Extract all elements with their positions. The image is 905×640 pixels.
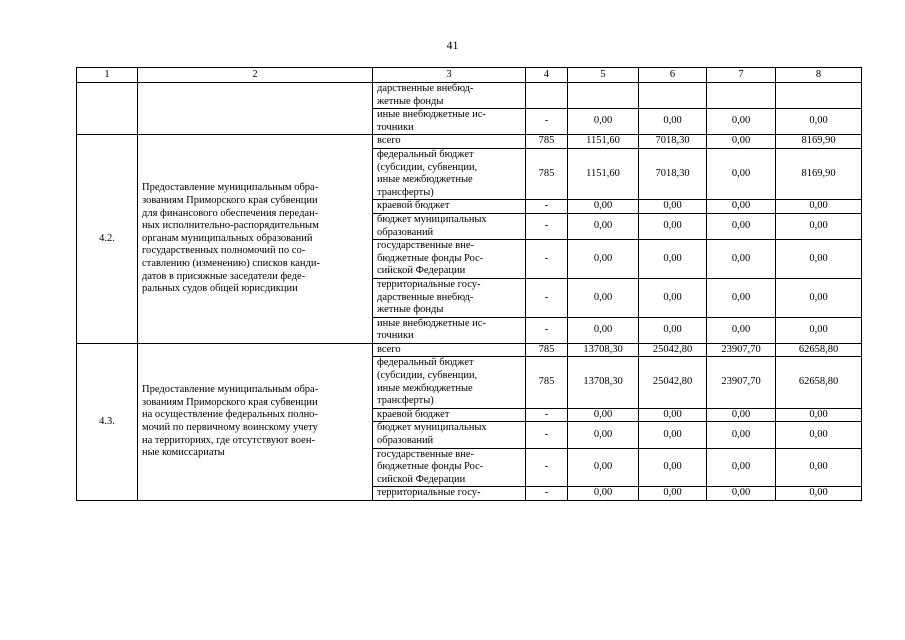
column-header-1: 1 bbox=[77, 68, 138, 83]
value-cell-col5: 0,00 bbox=[568, 240, 639, 279]
value-cell-col7 bbox=[707, 83, 776, 109]
value-cell-col5: 0,00 bbox=[568, 109, 639, 135]
value-cell-col6: 7018,30 bbox=[639, 148, 707, 199]
value-cell-col7: 23907,70 bbox=[707, 343, 776, 357]
value-cell-col4: 785 bbox=[526, 135, 568, 149]
value-cell-col6: 0,00 bbox=[639, 422, 707, 448]
value-cell-col5: 0,00 bbox=[568, 448, 639, 487]
funding-source-text: (субсидии, субвенции, bbox=[377, 161, 478, 173]
funding-source-cell bbox=[373, 135, 526, 149]
value-cell-col5: 13708,30 bbox=[568, 343, 639, 357]
description-text: на осуществление федеральных полно- bbox=[142, 409, 318, 421]
value-cell-col4: - bbox=[526, 408, 568, 422]
funding-source-text: федеральный бюджет bbox=[377, 148, 474, 160]
value-cell-col7: 0,00 bbox=[707, 317, 776, 343]
funding-source-text: бюджетные фонды Рос- bbox=[377, 461, 484, 473]
funding-source-cell bbox=[373, 487, 526, 501]
value-cell-col8: 0,00 bbox=[776, 408, 862, 422]
funding-source-text: (субсидии, субвенции, bbox=[377, 370, 478, 382]
value-cell-col8: 0,00 bbox=[776, 422, 862, 448]
funding-source-text: всего bbox=[377, 343, 401, 355]
funding-source-text: трансферты) bbox=[377, 186, 434, 198]
description-text: ных исполнительно-распорядительным bbox=[142, 220, 319, 232]
value-cell-col4: 785 bbox=[526, 357, 568, 408]
funding-source-text: жетные фонды bbox=[377, 304, 444, 316]
value-cell-col7: 0,00 bbox=[707, 148, 776, 199]
description-text: государственных полномочий по со- bbox=[142, 245, 306, 257]
budget-table bbox=[76, 67, 862, 501]
value-cell-col7: 0,00 bbox=[707, 135, 776, 149]
funding-source-text: краевой бюджет bbox=[377, 200, 450, 212]
description-cell bbox=[138, 83, 373, 135]
funding-source-text: территориальные госу- bbox=[377, 278, 481, 290]
column-header-2: 2 bbox=[138, 68, 373, 83]
funding-source-text: федеральный бюджет bbox=[377, 357, 474, 369]
value-cell-col4: - bbox=[526, 317, 568, 343]
value-cell-col4: - bbox=[526, 422, 568, 448]
value-cell-col6: 0,00 bbox=[639, 317, 707, 343]
funding-source-text: сийской Федерации bbox=[377, 265, 466, 277]
funding-source-cell bbox=[373, 240, 526, 279]
funding-source-text: сийской Федерации bbox=[377, 473, 466, 485]
description-text: зованиям Приморского края субвенции bbox=[142, 396, 318, 408]
funding-source-text: государственные вне- bbox=[377, 448, 475, 460]
code-cell bbox=[77, 83, 138, 135]
value-cell-col7: 0,00 bbox=[707, 200, 776, 214]
funding-source-cell bbox=[373, 200, 526, 214]
value-cell-col5: 0,00 bbox=[568, 200, 639, 214]
description-text: ставлению (изменению) списков канди- bbox=[142, 258, 321, 270]
funding-source-cell bbox=[373, 148, 526, 199]
description-text: мочий по первичному воинскому учету bbox=[142, 421, 318, 433]
funding-source-text: образований bbox=[377, 435, 434, 447]
funding-source-cell bbox=[373, 83, 526, 109]
funding-source-cell bbox=[373, 109, 526, 135]
description-text: Предоставление муниципальным обра- bbox=[142, 182, 319, 194]
value-cell-col5: 0,00 bbox=[568, 408, 639, 422]
value-cell-col8: 62658,80 bbox=[776, 343, 862, 357]
funding-source-text: иные межбюджетные bbox=[377, 174, 473, 186]
value-cell-col6: 0,00 bbox=[639, 213, 707, 239]
value-cell-col4: - bbox=[526, 487, 568, 501]
section-description bbox=[138, 135, 373, 344]
section-description bbox=[138, 343, 373, 500]
value-cell-col4: - bbox=[526, 240, 568, 279]
value-cell-col6: 25042,80 bbox=[639, 343, 707, 357]
value-cell-col4: - bbox=[526, 109, 568, 135]
value-cell-col8: 0,00 bbox=[776, 317, 862, 343]
funding-source-text: жетные фонды bbox=[377, 95, 444, 107]
funding-source-text: бюджет муниципальных bbox=[377, 422, 487, 434]
column-header-6: 6 bbox=[639, 68, 707, 83]
funding-source-cell bbox=[373, 317, 526, 343]
value-cell-col8: 8169,90 bbox=[776, 148, 862, 199]
value-cell-col5 bbox=[568, 83, 639, 109]
funding-source-text: дарственные внебюд- bbox=[377, 83, 474, 94]
value-cell-col4: 785 bbox=[526, 343, 568, 357]
value-cell-col8: 0,00 bbox=[776, 200, 862, 214]
column-header-4: 4 bbox=[526, 68, 568, 83]
page-number: 41 bbox=[446, 38, 459, 52]
funding-source-cell bbox=[373, 213, 526, 239]
value-cell-col5: 0,00 bbox=[568, 213, 639, 239]
description-text: на территориях, где отсутствуют воен- bbox=[142, 434, 315, 446]
section-code: 4.2. bbox=[77, 135, 138, 344]
value-cell-col6: 0,00 bbox=[639, 200, 707, 214]
value-cell-col7: 23907,70 bbox=[707, 357, 776, 408]
table-row bbox=[77, 343, 862, 357]
value-cell-col6: 25042,80 bbox=[639, 357, 707, 408]
table-body bbox=[77, 83, 862, 501]
value-cell-col7: 0,00 bbox=[707, 408, 776, 422]
description-text: ные комиссариаты bbox=[142, 447, 225, 459]
value-cell-col8: 0,00 bbox=[776, 240, 862, 279]
value-cell-col4: - bbox=[526, 213, 568, 239]
value-cell-col5: 0,00 bbox=[568, 487, 639, 501]
value-cell-col4: 785 bbox=[526, 148, 568, 199]
value-cell-col7: 0,00 bbox=[707, 448, 776, 487]
value-cell-col6: 0,00 bbox=[639, 487, 707, 501]
column-header-8: 8 bbox=[776, 68, 862, 83]
description-text: ральных судов общей юрисдикции bbox=[142, 283, 298, 295]
table-row bbox=[77, 83, 862, 109]
funding-source-cell bbox=[373, 278, 526, 317]
value-cell-col5: 1151,60 bbox=[568, 148, 639, 199]
value-cell-col7: 0,00 bbox=[707, 278, 776, 317]
value-cell-col8: 0,00 bbox=[776, 213, 862, 239]
header-row bbox=[77, 68, 862, 83]
description-text: Предоставление муниципальным обра- bbox=[142, 384, 319, 396]
value-cell-col6: 0,00 bbox=[639, 240, 707, 279]
value-cell-col8: 0,00 bbox=[776, 487, 862, 501]
value-cell-col6: 0,00 bbox=[639, 109, 707, 135]
value-cell-col7: 0,00 bbox=[707, 487, 776, 501]
value-cell-col8: 0,00 bbox=[776, 448, 862, 487]
table-row bbox=[77, 135, 862, 149]
funding-source-text: иные внебюджетные ис- bbox=[377, 109, 486, 121]
value-cell-col6 bbox=[639, 83, 707, 109]
value-cell-col7: 0,00 bbox=[707, 109, 776, 135]
funding-source-text: иные внебюджетные ис- bbox=[377, 317, 486, 329]
funding-source-text: образований bbox=[377, 226, 434, 238]
value-cell-col8 bbox=[776, 83, 862, 109]
value-cell-col8: 0,00 bbox=[776, 278, 862, 317]
description-text: зованиям Приморского края субвенции bbox=[142, 195, 318, 207]
value-cell-col7: 0,00 bbox=[707, 213, 776, 239]
funding-source-text: бюджетные фонды Рос- bbox=[377, 252, 484, 264]
value-cell-col5: 0,00 bbox=[568, 317, 639, 343]
value-cell-col5: 0,00 bbox=[568, 422, 639, 448]
funding-source-text: краевой бюджет bbox=[377, 408, 450, 420]
value-cell-col5: 13708,30 bbox=[568, 357, 639, 408]
value-cell-col5: 0,00 bbox=[568, 278, 639, 317]
value-cell-col8: 0,00 bbox=[776, 109, 862, 135]
column-header-5: 5 bbox=[568, 68, 639, 83]
funding-source-text: государственные вне- bbox=[377, 240, 475, 252]
funding-source-text: точники bbox=[377, 330, 414, 342]
funding-source-text: трансферты) bbox=[377, 395, 434, 407]
description-text: органам муниципальных образований bbox=[142, 232, 313, 244]
funding-source-text: точники bbox=[377, 121, 414, 133]
funding-source-text: всего bbox=[377, 135, 401, 147]
funding-source-cell bbox=[373, 408, 526, 422]
value-cell-col7: 0,00 bbox=[707, 240, 776, 279]
value-cell-col4 bbox=[526, 83, 568, 109]
value-cell-col5: 1151,60 bbox=[568, 135, 639, 149]
column-header-7: 7 bbox=[707, 68, 776, 83]
funding-source-cell bbox=[373, 343, 526, 357]
funding-source-cell bbox=[373, 448, 526, 487]
table-header bbox=[77, 68, 862, 83]
value-cell-col6: 0,00 bbox=[639, 448, 707, 487]
funding-source-text: дарственные внебюд- bbox=[377, 291, 474, 303]
description-text: датов в присяжные заседатели феде- bbox=[142, 270, 306, 282]
value-cell-col6: 0,00 bbox=[639, 278, 707, 317]
value-cell-col6: 7018,30 bbox=[639, 135, 707, 149]
value-cell-col7: 0,00 bbox=[707, 422, 776, 448]
funding-source-cell bbox=[373, 357, 526, 408]
funding-source-text: территориальные госу- bbox=[377, 487, 481, 499]
value-cell-col8: 8169,90 bbox=[776, 135, 862, 149]
value-cell-col4: - bbox=[526, 448, 568, 487]
funding-source-text: бюджет муниципальных bbox=[377, 213, 487, 225]
funding-source-text: иные межбюджетные bbox=[377, 382, 473, 394]
value-cell-col6: 0,00 bbox=[639, 408, 707, 422]
value-cell-col4: - bbox=[526, 278, 568, 317]
funding-source-cell bbox=[373, 422, 526, 448]
description-text: для финансового обеспечения передан- bbox=[142, 207, 319, 219]
section-code: 4.3. bbox=[77, 343, 138, 500]
column-header-3: 3 bbox=[373, 68, 526, 83]
value-cell-col4: - bbox=[526, 200, 568, 214]
value-cell-col8: 62658,80 bbox=[776, 357, 862, 408]
